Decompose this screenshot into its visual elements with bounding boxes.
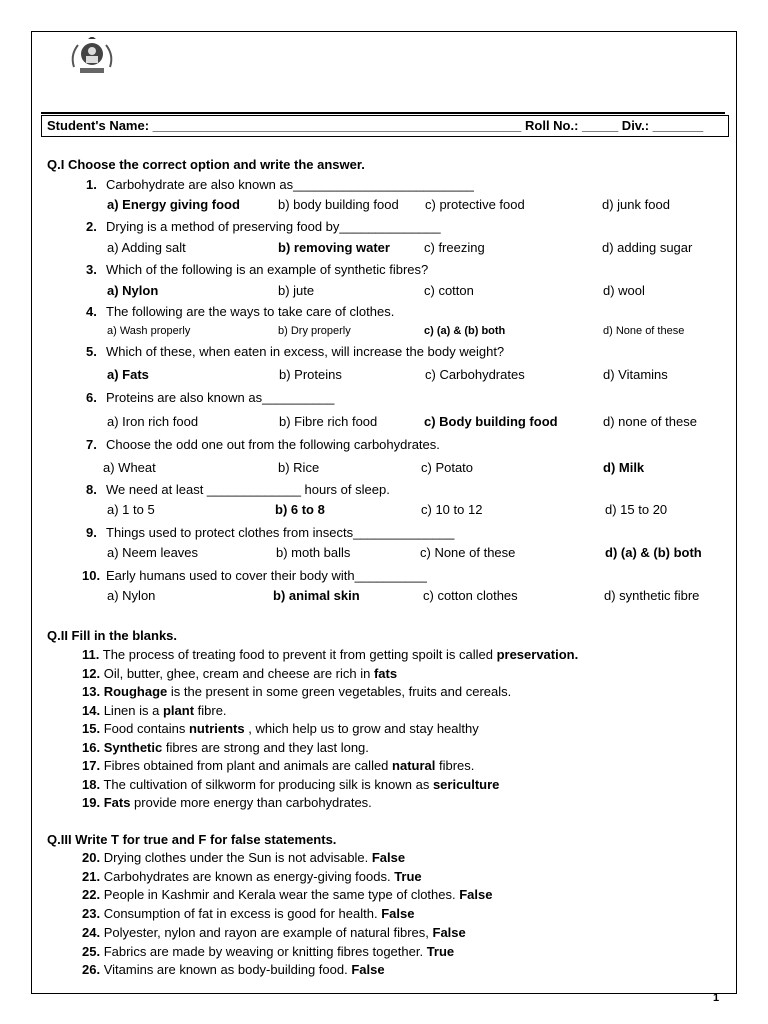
statement-text: provide more energy than carbohydrates.: [130, 795, 372, 810]
item-number: 20.: [82, 850, 101, 865]
true-false-item: [82, 887, 492, 903]
question-number: 1.: [86, 177, 97, 192]
statement-text: is the present in some green vegetables, fruits and cereals.: [167, 684, 512, 699]
correct-option: b) removing water: [278, 240, 390, 255]
option: a) Wash properly: [107, 325, 191, 337]
answer-word: False: [459, 887, 493, 903]
fill-blank-item: [82, 795, 372, 811]
answer-word: plant: [162, 702, 195, 718]
fill-blank-item: [82, 721, 479, 737]
true-false-item: [82, 944, 454, 960]
answer-word: True: [394, 868, 422, 884]
answer-word: Synthetic: [103, 739, 163, 755]
correct-option: c) Body building food: [424, 414, 558, 429]
answer-word: nutrients: [188, 721, 245, 736]
question-number: 6.: [86, 390, 97, 405]
statement-text: Fibres obtained from plant and animals are called: [103, 758, 393, 773]
item-number: 22.: [82, 887, 101, 903]
statement-text: fibres.: [435, 758, 475, 773]
question-text: We need at least _____________ hours of sleep.: [106, 482, 390, 497]
school-logo-icon: [66, 37, 118, 77]
option: b) Rice: [278, 460, 320, 475]
question-number: 10.: [82, 568, 101, 583]
question-text: Which of the following is an example of synthetic fibres?: [106, 262, 429, 277]
item-number: 18.: [82, 776, 101, 792]
option: d) none of these: [603, 414, 697, 429]
statement-text: People in Kashmir and Kerala wear the same type of clothes.: [103, 887, 460, 903]
statement-text: Carbohydrates are known as energy-giving foods.: [103, 868, 395, 884]
question-text: The following are the ways to take care of clothes.: [106, 304, 395, 319]
option: b) Fibre rich food: [279, 414, 378, 429]
item-number: 19.: [82, 795, 101, 810]
answer-word: fats: [373, 665, 398, 681]
answer-word: True: [426, 943, 455, 959]
option: c) 10 to 12: [421, 502, 483, 517]
item-number: 25.: [82, 943, 101, 959]
option: a) Adding salt: [107, 240, 186, 255]
question-text: Choose the odd one out from the following carbohydrates.: [106, 437, 440, 452]
question-number: 3.: [86, 262, 97, 277]
fill-blank-item: [82, 740, 369, 756]
option: a) Wheat: [103, 460, 156, 475]
item-number: 21.: [82, 868, 101, 884]
answer-word: Roughage: [103, 684, 168, 699]
correct-option: b) animal skin: [273, 588, 360, 603]
option: a) Neem leaves: [107, 545, 199, 560]
item-number: 24.: [82, 924, 101, 940]
fill-blank-item: [82, 666, 397, 682]
item-number: 11.: [82, 647, 100, 662]
fill-blank-item: [82, 647, 578, 663]
option: c) cotton: [424, 283, 474, 298]
answer-word: False: [351, 962, 385, 978]
question-number: 2.: [86, 219, 97, 234]
option: d) 15 to 20: [605, 502, 668, 517]
correct-option: d) Milk: [603, 460, 645, 475]
correct-option: a) Energy giving food: [107, 197, 240, 212]
option: d) synthetic fibre: [604, 588, 700, 603]
question-number: 9.: [86, 525, 97, 540]
item-number: 23.: [82, 906, 101, 922]
option: b) body building food: [278, 197, 399, 212]
fill-blank-item: [82, 758, 474, 774]
answer-word: Fats: [103, 795, 131, 810]
fill-blank-item: [82, 777, 499, 793]
option: c) freezing: [424, 240, 485, 255]
statement-text: Consumption of fat in excess is good for health.: [103, 906, 382, 922]
item-number: 17.: [82, 758, 101, 773]
section-1-title: Q.I Choose the correct option and write the answer.: [47, 157, 365, 172]
option: a) 1 to 5: [107, 502, 155, 517]
statement-text: fibres are strong and they last long.: [162, 739, 369, 755]
option: d) wool: [603, 283, 645, 298]
question-text: Proteins are also known as__________: [106, 390, 335, 405]
option: d) junk food: [602, 197, 670, 212]
option: b) moth balls: [276, 545, 351, 560]
correct-option: d) (a) & (b) both: [605, 545, 702, 560]
item-number: 15.: [82, 721, 101, 736]
option: a) Nylon: [107, 588, 156, 603]
statement-text: Oil, butter, ghee, cream and cheese are rich in: [103, 665, 374, 681]
statement-text: , which help us to grow and stay healthy: [244, 721, 479, 736]
question-number: 7.: [86, 437, 97, 452]
true-false-item: [82, 850, 405, 866]
question-number: 4.: [86, 304, 97, 319]
question-text: Early humans used to cover their body with__________: [106, 568, 427, 583]
statement-text: fibre.: [194, 702, 227, 718]
true-false-item: [82, 962, 385, 978]
statement-text: Vitamins are known as body-building food.: [103, 962, 352, 978]
statement-text: The cultivation of silkworm for producing silk is known as: [103, 776, 433, 792]
fill-blank-item: [82, 684, 511, 700]
item-number: 12.: [82, 665, 101, 681]
statement-text: Drying clothes under the Sun is not advisable.: [103, 850, 372, 865]
option: c) protective food: [425, 197, 525, 212]
item-number: 16.: [82, 739, 101, 755]
answer-word: False: [432, 924, 466, 940]
statement-text: Food contains: [103, 721, 189, 736]
question-number: 8.: [86, 482, 97, 497]
correct-option: b) 6 to 8: [275, 502, 325, 517]
fill-blank-item: [82, 703, 227, 719]
option: c) Carbohydrates: [425, 367, 525, 382]
statement-text: Polyester, nylon and rayon are example of natural fibres,: [103, 924, 433, 940]
question-text: Which of these, when eaten in excess, will increase the body weight?: [106, 344, 505, 359]
page-number: 1: [713, 992, 720, 1004]
answer-word: sericulture: [432, 776, 500, 792]
item-number: 14.: [82, 702, 101, 718]
option: d) Vitamins: [603, 367, 668, 382]
statement-text: The process of treating food to prevent it from getting spoilt is called: [102, 647, 497, 662]
statement-text: Fabrics are made by weaving or knitting fibres together.: [103, 943, 427, 959]
section-3-title: Q.III Write T for true and F for false statements.: [47, 832, 337, 847]
section-2-title: Q.II Fill in the blanks.: [47, 628, 178, 643]
option: a) Iron rich food: [107, 414, 199, 429]
option: c) Potato: [421, 460, 474, 475]
answer-word: preservation.: [496, 647, 579, 662]
option: b) Dry properly: [278, 325, 351, 337]
statement-text: Linen is a: [103, 702, 163, 718]
header-rule: [41, 112, 725, 114]
answer-word: False: [381, 906, 415, 922]
question-text: Drying is a method of preserving food by______________: [106, 219, 441, 234]
option: b) Proteins: [279, 367, 342, 382]
student-details-line: Student's Name: ___________________________________________________ Roll No.: _____ Div.: _______: [41, 115, 729, 137]
answer-word: False: [371, 850, 406, 865]
option: c) None of these: [420, 545, 516, 560]
answer-word: natural: [392, 758, 436, 773]
correct-option: c) (a) & (b) both: [424, 325, 506, 337]
item-number: 26.: [82, 962, 101, 978]
question-text: Things used to protect clothes from insects______________: [106, 525, 455, 540]
correct-option: a) Fats: [107, 367, 149, 382]
option: d) adding sugar: [602, 240, 693, 255]
true-false-item: [82, 906, 414, 922]
question-text: Carbohydrate are also known as_________________________: [106, 177, 474, 192]
true-false-item: [82, 925, 466, 941]
true-false-item: [82, 869, 422, 885]
option: c) cotton clothes: [423, 588, 518, 603]
question-number: 5.: [86, 344, 97, 359]
option: d) None of these: [603, 325, 685, 337]
option: b) jute: [278, 283, 315, 298]
item-number: 13.: [82, 684, 101, 699]
correct-option: a) Nylon: [107, 283, 159, 298]
